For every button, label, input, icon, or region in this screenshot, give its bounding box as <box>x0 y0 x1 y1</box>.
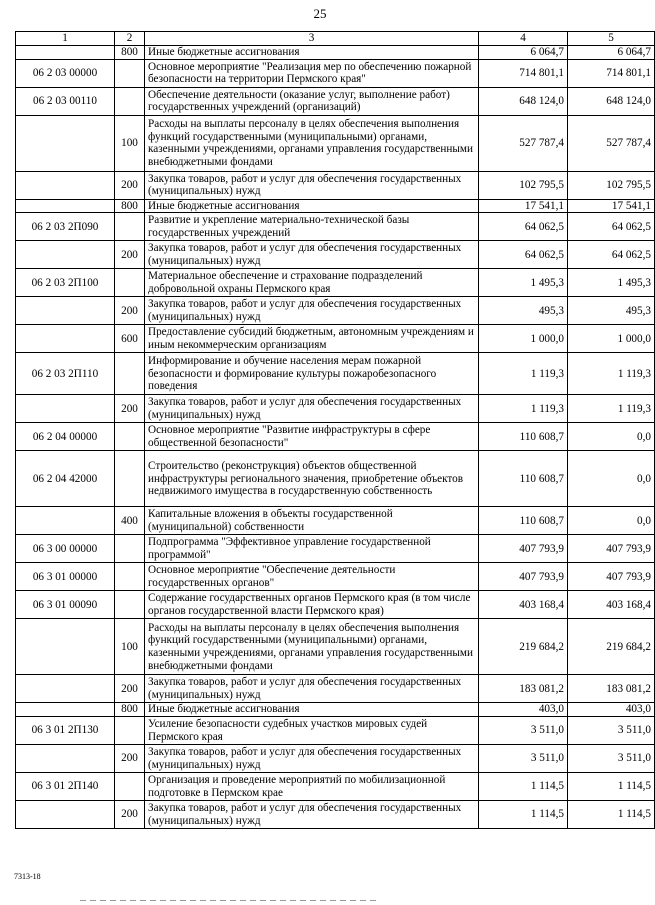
row-value-col4: 407 793,9 <box>479 563 568 591</box>
row-expense-type: 800 <box>115 199 145 213</box>
table-row <box>16 115 655 171</box>
row-expense-type: 600 <box>115 325 145 353</box>
row-expense-type <box>115 535 145 563</box>
row-name: Закупка товаров, работ и услуг для обеспечения государственных (муниципальных) нужд <box>145 297 479 325</box>
row-value-col4: 17 541,1 <box>479 199 568 213</box>
row-value-col5: 407 793,9 <box>568 563 655 591</box>
table-row <box>16 535 655 563</box>
budget-table <box>15 31 655 829</box>
row-value-col5: 64 062,5 <box>568 213 655 241</box>
row-value-col5: 1 119,3 <box>568 353 655 395</box>
row-value-col5: 102 795,5 <box>568 171 655 199</box>
row-value-col4: 1 119,3 <box>479 353 568 395</box>
row-code: 06 3 00 00000 <box>16 535 115 563</box>
row-name: Основное мероприятие "Обеспечение деятельности государственных органов" <box>145 563 479 591</box>
table-row <box>16 745 655 773</box>
row-name: Развитие и укрепление материально-технической базы государственных учреждений <box>145 213 479 241</box>
row-value-col5: 3 511,0 <box>568 745 655 773</box>
row-expense-type <box>115 563 145 591</box>
row-code <box>16 297 115 325</box>
scan-artifact-line <box>80 900 380 901</box>
row-value-col4: 403 168,4 <box>479 591 568 619</box>
row-value-col4: 3 511,0 <box>479 745 568 773</box>
row-code: 06 3 01 2П140 <box>16 773 115 801</box>
row-code: 06 3 01 00000 <box>16 563 115 591</box>
header-col-1: 1 <box>16 32 115 46</box>
row-value-col4: 714 801,1 <box>479 59 568 87</box>
document-code: 7313-18 <box>14 872 41 881</box>
row-value-col5: 407 793,9 <box>568 535 655 563</box>
row-value-col4: 3 511,0 <box>479 717 568 745</box>
row-name: Закупка товаров, работ и услуг для обеспечения государственных (муниципальных) нужд <box>145 395 479 423</box>
row-name: Закупка товаров, работ и услуг для обеспечения государственных (муниципальных) нужд <box>145 171 479 199</box>
row-value-col5: 0,0 <box>568 507 655 535</box>
row-name: Материальное обеспечение и страхование подразделений добровольной охраны Пермского края <box>145 269 479 297</box>
row-name: Закупка товаров, работ и услуг для обеспечения государственных (муниципальных) нужд <box>145 675 479 703</box>
row-value-col5: 0,0 <box>568 423 655 451</box>
row-expense-type <box>115 269 145 297</box>
header-col-2: 2 <box>115 32 145 46</box>
row-expense-type: 200 <box>115 675 145 703</box>
row-expense-type <box>115 59 145 87</box>
table-row <box>16 325 655 353</box>
row-value-col4: 1 114,5 <box>479 801 568 829</box>
table-row <box>16 199 655 213</box>
row-value-col5: 714 801,1 <box>568 59 655 87</box>
row-value-col5: 219 684,2 <box>568 619 655 675</box>
row-code <box>16 619 115 675</box>
table-row <box>16 241 655 269</box>
row-expense-type: 200 <box>115 801 145 829</box>
row-name: Закупка товаров, работ и услуг для обеспечения государственных (муниципальных) нужд <box>145 745 479 773</box>
row-value-col5: 1 114,5 <box>568 801 655 829</box>
row-expense-type <box>115 773 145 801</box>
page-number: 25 <box>313 6 327 21</box>
row-value-col4: 110 608,7 <box>479 423 568 451</box>
row-value-col4: 1 495,3 <box>479 269 568 297</box>
header-col-3: 3 <box>145 32 479 46</box>
row-value-col5: 1 495,3 <box>568 269 655 297</box>
row-name: Иные бюджетные ассигнования <box>145 703 479 717</box>
table-row <box>16 59 655 87</box>
table-row <box>16 563 655 591</box>
row-code <box>16 199 115 213</box>
row-name: Иные бюджетные ассигнования <box>145 199 479 213</box>
table-row <box>16 507 655 535</box>
row-value-col5: 64 062,5 <box>568 241 655 269</box>
row-value-col5: 403,0 <box>568 703 655 717</box>
row-name: Расходы на выплаты персоналу в целях обеспечения выполнения функций государственными (муниципальными) органами, казенными учреждениями, органами управления государственными внебюджетными фондами <box>145 115 479 171</box>
table-row <box>16 675 655 703</box>
row-code <box>16 745 115 773</box>
row-code: 06 2 04 42000 <box>16 451 115 507</box>
row-expense-type <box>115 423 145 451</box>
row-value-col4: 648 124,0 <box>479 87 568 115</box>
row-code: 06 2 04 00000 <box>16 423 115 451</box>
row-expense-type: 200 <box>115 171 145 199</box>
row-value-col5: 17 541,1 <box>568 199 655 213</box>
row-name: Строительство (реконструкция) объектов общественной инфраструктуры регионального значения, приобретение объектов недвижимого имущества в государственную собственность <box>145 451 479 507</box>
table-row <box>16 297 655 325</box>
row-expense-type <box>115 213 145 241</box>
row-name: Организация и проведение мероприятий по мобилизационной подготовке в Пермском крае <box>145 773 479 801</box>
header-col-5: 5 <box>568 32 655 46</box>
row-value-col4: 64 062,5 <box>479 213 568 241</box>
row-code <box>16 115 115 171</box>
row-value-col4: 219 684,2 <box>479 619 568 675</box>
row-name: Предоставление субсидий бюджетным, автономным учреждениям и иным некоммерческим организациям <box>145 325 479 353</box>
row-expense-type <box>115 591 145 619</box>
row-value-col4: 527 787,4 <box>479 115 568 171</box>
table-row <box>16 213 655 241</box>
row-value-col5: 1 119,3 <box>568 395 655 423</box>
row-code: 06 3 01 00090 <box>16 591 115 619</box>
row-name: Закупка товаров, работ и услуг для обеспечения государственных (муниципальных) нужд <box>145 801 479 829</box>
row-value-col5: 6 064,7 <box>568 45 655 59</box>
row-expense-type: 200 <box>115 297 145 325</box>
row-value-col5: 403 168,4 <box>568 591 655 619</box>
row-value-col5: 0,0 <box>568 451 655 507</box>
table-row <box>16 395 655 423</box>
row-expense-type <box>115 717 145 745</box>
row-expense-type <box>115 353 145 395</box>
row-value-col4: 1 114,5 <box>479 773 568 801</box>
row-code <box>16 703 115 717</box>
row-expense-type <box>115 451 145 507</box>
row-name: Информирование и обучение населения мерам пожарной безопасности и формирование культуры пожаробезопасного поведения <box>145 353 479 395</box>
row-name: Основное мероприятие "Реализация мер по обеспечению пожарной безопасности на территории Пермского края" <box>145 59 479 87</box>
row-expense-type: 200 <box>115 745 145 773</box>
row-value-col5: 648 124,0 <box>568 87 655 115</box>
row-value-col5: 1 000,0 <box>568 325 655 353</box>
row-value-col4: 110 608,7 <box>479 451 568 507</box>
table-row <box>16 717 655 745</box>
table-row <box>16 45 655 59</box>
row-expense-type: 800 <box>115 703 145 717</box>
table-row <box>16 451 655 507</box>
row-code: 06 3 01 2П130 <box>16 717 115 745</box>
row-value-col4: 110 608,7 <box>479 507 568 535</box>
row-expense-type: 100 <box>115 115 145 171</box>
row-code <box>16 325 115 353</box>
row-code: 06 2 03 2П110 <box>16 353 115 395</box>
table-row <box>16 703 655 717</box>
row-value-col5: 3 511,0 <box>568 717 655 745</box>
row-expense-type: 200 <box>115 395 145 423</box>
row-value-col4: 102 795,5 <box>479 171 568 199</box>
row-name: Расходы на выплаты персоналу в целях обеспечения выполнения функций государственными (муниципальными) органами, казенными учреждениями, органами управления государственными внебюджетными фондами <box>145 619 479 675</box>
row-value-col4: 6 064,7 <box>479 45 568 59</box>
table-row <box>16 171 655 199</box>
header-col-4: 4 <box>479 32 568 46</box>
row-expense-type: 800 <box>115 45 145 59</box>
row-value-col4: 495,3 <box>479 297 568 325</box>
row-name: Обеспечение деятельности (оказание услуг, выполнение работ) государственных учреждений (организаций) <box>145 87 479 115</box>
row-code <box>16 171 115 199</box>
row-code <box>16 241 115 269</box>
table-row <box>16 269 655 297</box>
row-name: Закупка товаров, работ и услуг для обеспечения государственных (муниципальных) нужд <box>145 241 479 269</box>
row-code <box>16 507 115 535</box>
row-value-col4: 403,0 <box>479 703 568 717</box>
row-code <box>16 801 115 829</box>
row-value-col5: 495,3 <box>568 297 655 325</box>
table-row <box>16 801 655 829</box>
row-code <box>16 45 115 59</box>
table-row <box>16 423 655 451</box>
row-value-col5: 1 114,5 <box>568 773 655 801</box>
row-code: 06 2 03 2П100 <box>16 269 115 297</box>
table-header-row <box>16 32 655 46</box>
table-row <box>16 773 655 801</box>
row-name: Подпрограмма "Эффективное управление государственной программой" <box>145 535 479 563</box>
table-row <box>16 591 655 619</box>
table-row <box>16 353 655 395</box>
row-value-col5: 183 081,2 <box>568 675 655 703</box>
row-name: Содержание государственных органов Пермского края (в том числе органов государственной власти Пермского края) <box>145 591 479 619</box>
row-value-col5: 527 787,4 <box>568 115 655 171</box>
row-name: Иные бюджетные ассигнования <box>145 45 479 59</box>
table-body <box>16 45 655 828</box>
row-name: Капитальные вложения в объекты государственной (муниципальной) собственности <box>145 507 479 535</box>
table-row <box>16 87 655 115</box>
row-code: 06 2 03 00000 <box>16 59 115 87</box>
row-value-col4: 1 119,3 <box>479 395 568 423</box>
row-expense-type: 100 <box>115 619 145 675</box>
row-expense-type: 200 <box>115 241 145 269</box>
row-code <box>16 395 115 423</box>
row-value-col4: 407 793,9 <box>479 535 568 563</box>
row-value-col4: 183 081,2 <box>479 675 568 703</box>
row-code: 06 2 03 00110 <box>16 87 115 115</box>
row-expense-type <box>115 87 145 115</box>
row-code: 06 2 03 2П090 <box>16 213 115 241</box>
row-value-col4: 64 062,5 <box>479 241 568 269</box>
row-name: Основное мероприятие "Развитие инфраструктуры в сфере общественной безопасности" <box>145 423 479 451</box>
row-code <box>16 675 115 703</box>
row-expense-type: 400 <box>115 507 145 535</box>
table-row <box>16 619 655 675</box>
row-value-col4: 1 000,0 <box>479 325 568 353</box>
row-name: Усиление безопасности судебных участков мировых судей Пермского края <box>145 717 479 745</box>
